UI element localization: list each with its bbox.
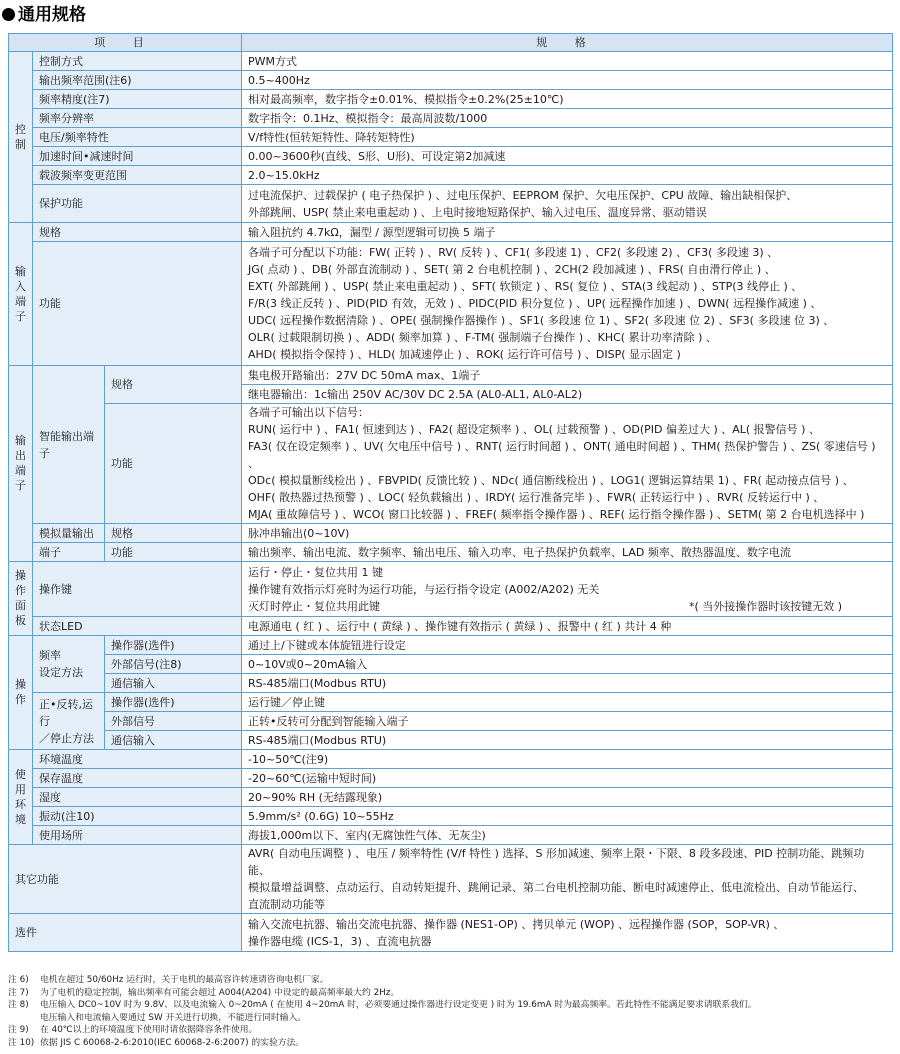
input-spec-label: 规格	[33, 223, 242, 242]
row-value: 2.0~15.0kHz	[242, 166, 893, 185]
category-panel: 操作面板	[9, 562, 33, 636]
footnote: 注 10) 依据 JIS C 60068-2-6:2010(IEC 60068-2-6:2007) 的实验方法。	[8, 1037, 305, 1048]
spec-table	[8, 33, 893, 952]
analog-output-label-1: 模拟量输出	[33, 524, 105, 543]
row-label: 频率分辨率	[33, 109, 242, 128]
other-functions-value: AVR( 自动电压调整 ) 、电压 / 频率特性 (V/f 特性 ) 选择、S 形加减速、频率上限・下限、8 段多段速、PID 控制功能、跳频功能、 模拟量增益调整、点动运行、自动转矩提升、跳闸记录、第二台电机控制功能、断电时减速停止、低电流检出、自动节能运行、 直流制动功能等	[242, 845, 893, 914]
row-label: 输出频率范围(注6)	[33, 71, 242, 90]
bullet-icon	[2, 8, 15, 21]
options-label: 选件	[9, 914, 242, 952]
row-value: 运行键／停止键	[242, 693, 893, 712]
row-value: 0.00~3600秒(直线、S形、U形)、可设定第2加减速	[242, 147, 893, 166]
row-label: 环境温度	[33, 750, 242, 769]
output-spec-value-1: 集电极开路输出：27V DC 50mA max、1端子	[242, 366, 893, 385]
input-spec-value: 输入阻抗约 4.7kΩ，漏型 / 源型逻辑可切换 5 端子	[242, 223, 893, 242]
row-value: 0.5~400Hz	[242, 71, 893, 90]
row-value: 0~10V或0~20mA输入	[242, 655, 893, 674]
other-functions-label: 其它功能	[9, 845, 242, 914]
footnote: 注 7) 为了电机的稳定控制，输出频率有可能会超过 A004(A204) 中设定的最高频率最大约 2Hz。	[8, 987, 400, 998]
category-control: 控制	[9, 52, 33, 223]
row-value: 5.9mm/s² (0.6G) 10~55Hz	[242, 807, 893, 826]
analog-func-label: 功能	[105, 543, 242, 562]
output-spec-value-2: 继电器输出：1c输出 250V AC/30V DC 2.5A (AL0-AL1, AL0-AL2)	[242, 385, 893, 404]
row-label: 频率精度(注7)	[33, 90, 242, 109]
row-value: -20~60℃(运输中短时间)	[242, 769, 893, 788]
analog-spec-value: 脉冲串输出(0~10V)	[242, 524, 893, 543]
category-operation: 操作	[9, 636, 33, 750]
row-label: 操作器(选件)	[105, 693, 242, 712]
header-item: 项 目	[9, 34, 242, 52]
panel-led-value: 电源通电 ( 红 ) 、运行中 ( 黄绿 ) 、操作键有效指示 ( 黄绿 ) 、报警中 ( 红 ) 共计 4 种	[242, 617, 893, 636]
category-output: 输出端子	[9, 366, 33, 562]
row-value: RS-485端口(Modbus RTU)	[242, 731, 893, 750]
row-value: 过电流保护、过载保护 ( 电子热保护 ) 、过电压保护、EEPROM 保护、欠电压保护、CPU 故障、输出缺相保护、 外部跳闸、USP( 禁止来电重起动 ) 、上电时接地短路保护、输入过电压、温度异常、驱动错误	[242, 185, 893, 223]
panel-key-value	[242, 562, 893, 617]
footnote: 注 9) 在 40℃以上的环境温度下使用时请依据降容条件使用。	[8, 1025, 258, 1036]
output-func-label: 功能	[105, 404, 242, 524]
analog-func-value: 输出频率、输出电流、数字频率、输出电压、输入功率、电子热保护负载率、LAD 频率、散热器温度、数字电流	[242, 543, 893, 562]
row-label: 通信输入	[105, 674, 242, 693]
row-label: 保存温度	[33, 769, 242, 788]
footnote: 注 8) 电压输入 DC0~10V 时为 9.8V、以及电流输入 0~20mA ( 在使用 4~20mA 时，必须要通过操作器进行设定变更 ) 时为 19.6mA 时为最高频率。若此特性不能满足要求请联系我们。	[8, 1000, 757, 1011]
row-value: 海拔1,000m以下、室内(无腐蚀性气体、无灰尘)	[242, 826, 893, 845]
header-spec: 规 格	[242, 34, 893, 52]
category-environment: 使用环境	[9, 750, 33, 845]
analog-spec-label: 规格	[105, 524, 242, 543]
run-stop-label: 正•反转,运行 ／停止方法	[33, 693, 105, 750]
row-label: 外部信号(注8)	[105, 655, 242, 674]
panel-led-label: 状态LED	[33, 617, 242, 636]
options-value: 输入交流电抗器、输出交流电抗器、操作器 (NES1-OP) 、拷贝单元 (WOP) 、远程操作器 (SOP，SOP-VR) 、 操作器电缆 (ICS-1，3) 、直流电抗器	[242, 914, 893, 952]
row-label: 湿度	[33, 788, 242, 807]
input-func-value: 各端子可分配以下功能：FW( 正转 ) 、RV( 反转 ) 、CF1( 多段速 1) 、CF2( 多段速 2) 、CF3( 多段速 3) 、 JG( 点动 ) 、DB( 外部直流制动 ) 、SET( 第 2 台电机控制 ) 、2CH(2 段加减速 ) 、FRS( 自由滑行停止 ) 、 EXT( 外部跳闸 ) 、USP( 禁止来电重起动 ) 、SFT( 软锁定 ) 、RS( 复位 ) 、STA(3 线起动 ) 、STP(3 线停止 ) 、 F/R(3 线正反转 ) 、PID(PID 有效，无效 ) 、PIDC(PID 积分复位 ) 、UP( 远程操作加速 ) 、DWN( 远程操作减速 ) 、 UDC( 远程操作数据清除 ) 、OPE( 强制操作器操作 ) 、SF1( 多段速 位 1) 、SF2( 多段速 位 2) 、SF3( 多段速 位 3) 、 OLR( 过载限制切换 ) 、ADD( 频率加算 ) 、F-TM( 强制端子台操作 ) 、KHC( 累计功率清除 ) 、 AHD( 模拟指令保持 ) 、HLD( 加减速停止 ) 、ROK( 运行许可信号 ) 、DISP( 显示固定 )	[242, 242, 893, 366]
row-label: 操作器(选件)	[105, 636, 242, 655]
footnote: 电压输入和电流输入要通过 SW 开关进行切换，不能进行同时输入。	[40, 1012, 307, 1023]
smart-output-label: 智能输出端子	[33, 366, 105, 524]
row-label: 使用场所	[33, 826, 242, 845]
row-label: 外部信号	[105, 712, 242, 731]
input-func-label: 功能	[33, 242, 242, 366]
output-func-value: 各端子可输出以下信号： RUN( 运行中 ) 、FA1( 恒速到达 ) 、FA2( 超设定频率 ) 、OL( 过载预警 ) 、OD(PID 偏差过大 ) 、AL( 报警信号 ) 、 FA3( 仅在设定频率 ) 、UV( 欠电压中信号 ) 、RNT( 运行时间超 ) 、ONT( 通电时间超 ) 、THM( 热保护警告 ) 、ZS( 零速信号 ) 、 ODc( 模拟量断线检出 ) 、FBVPID( 反馈比较 ) 、NDc( 通信断线检出 ) 、LOG1( 逻辑运算结果 1) 、FR( 起动接点信号 ) 、 OHF( 散热器过热预警 ) 、LOC( 轻负载输出 ) 、IRDY( 运行准备完毕 ) 、FWR( 正转运行中 ) 、RVR( 反转运行中 ) 、 MJA( 重故障信号 ) 、WCO( 窗口比较器 ) 、FREF( 频率指令操作器 ) 、REF( 运行指令操作器 ) 、SETM( 第 2 台电机选择中 )	[242, 404, 893, 524]
row-label: 控制方式	[33, 52, 242, 71]
row-value: -10~50℃(注9)	[242, 750, 893, 769]
row-value: 相对最高频率，数字指令±0.01%、模拟指令±0.2%(25±10℃)	[242, 90, 893, 109]
row-value: 数字指令：0.1Hz、模拟指令：最高周波数/1000	[242, 109, 893, 128]
row-value: V/f特性(恒转矩特性、降转矩特性)	[242, 128, 893, 147]
row-label: 加速时间•减速时间	[33, 147, 242, 166]
row-label: 载波频率变更范围	[33, 166, 242, 185]
analog-output-label-2: 端子	[33, 543, 105, 562]
category-input: 输入端子	[9, 223, 33, 366]
row-value: PWM方式	[242, 52, 893, 71]
footnote: 注 6) 电机在超过 50/60Hz 运行时，关于电机的最高容许转速请咨询电机厂家。	[8, 975, 329, 985]
row-label: 通信输入	[105, 731, 242, 750]
row-label: 保护功能	[33, 185, 242, 223]
output-spec-label: 规格	[105, 366, 242, 404]
page-title: 通用规格	[2, 2, 86, 28]
row-label: 电压/频率特性	[33, 128, 242, 147]
panel-key-text: 运行・停止・复位共用 1 键 操作键有效指示灯亮时为运行功能，与运行指令设定 (A002/A202) 无关 灭灯时停止・复位共用此键	[248, 565, 600, 613]
row-value: 通过上/下键或本体旋钮进行设定	[242, 636, 893, 655]
row-value: RS-485端口(Modbus RTU)	[242, 674, 893, 693]
panel-key-note: *( 当外接操作器时该按键无效 )	[688, 599, 843, 613]
freq-setting-label: 频率 设定方法	[33, 636, 105, 693]
row-value: 正转•反转可分配到智能输入端子	[242, 712, 893, 731]
row-label: 振动(注10)	[33, 807, 242, 826]
row-value: 20~90% RH (无结露现象)	[242, 788, 893, 807]
footnotes	[8, 974, 892, 1050]
panel-key-label: 操作键	[33, 562, 242, 617]
